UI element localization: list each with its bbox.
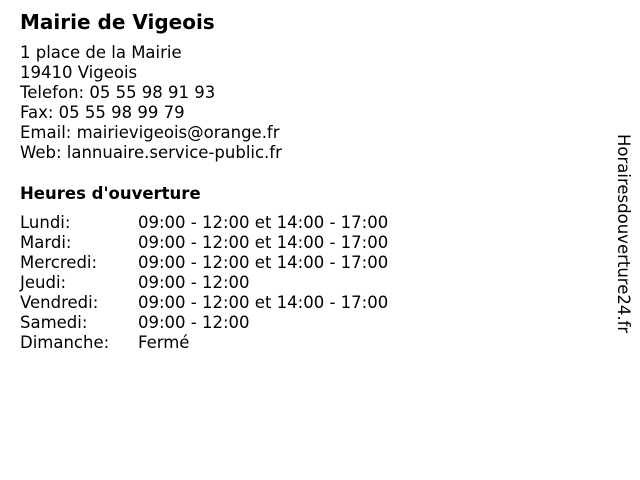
opening-hours-list <box>20 213 440 353</box>
day-label: Lundi: <box>20 213 71 232</box>
day-label: Vendredi: <box>20 293 99 312</box>
day-label: Samedi: <box>20 313 88 332</box>
email-address: Email: mairievigeois@orange.fr <box>20 123 280 142</box>
hours-heading: Heures d'ouverture <box>20 184 201 203</box>
hours-row-tuesday <box>20 233 440 253</box>
day-label: Jeudi: <box>20 273 67 292</box>
time-value: Fermé <box>138 333 190 352</box>
hours-row-thursday <box>20 273 440 293</box>
time-value: 09:00 - 12:00 et 14:00 - 17:00 <box>138 293 389 312</box>
fax-number: Fax: 05 55 98 99 79 <box>20 103 185 122</box>
time-value: 09:00 - 12:00 et 14:00 - 17:00 <box>138 213 389 232</box>
hours-row-friday <box>20 293 440 313</box>
address-line-2: 19410 Vigeois <box>20 63 138 82</box>
website-link: Web: lannuaire.service-public.fr <box>20 143 282 162</box>
time-value: 09:00 - 12:00 et 14:00 - 17:00 <box>138 233 389 252</box>
day-label: Dimanche: <box>20 333 110 352</box>
hours-row-wednesday <box>20 253 440 273</box>
site-watermark: Horairesdouverture24.fr <box>614 134 633 334</box>
hours-row-saturday <box>20 313 440 333</box>
address-line-1: 1 place de la Mairie <box>20 43 182 62</box>
phone-number: Telefon: 05 55 98 91 93 <box>20 83 216 102</box>
hours-row-sunday <box>20 333 440 353</box>
time-value: 09:00 - 12:00 et 14:00 - 17:00 <box>138 253 389 272</box>
hours-row-monday <box>20 213 440 233</box>
time-value: 09:00 - 12:00 <box>138 313 250 332</box>
day-label: Mardi: <box>20 233 72 252</box>
contact-block <box>20 43 282 163</box>
day-label: Mercredi: <box>20 253 98 272</box>
time-value: 09:00 - 12:00 <box>138 273 250 292</box>
page-title: Mairie de Vigeois <box>20 10 215 34</box>
